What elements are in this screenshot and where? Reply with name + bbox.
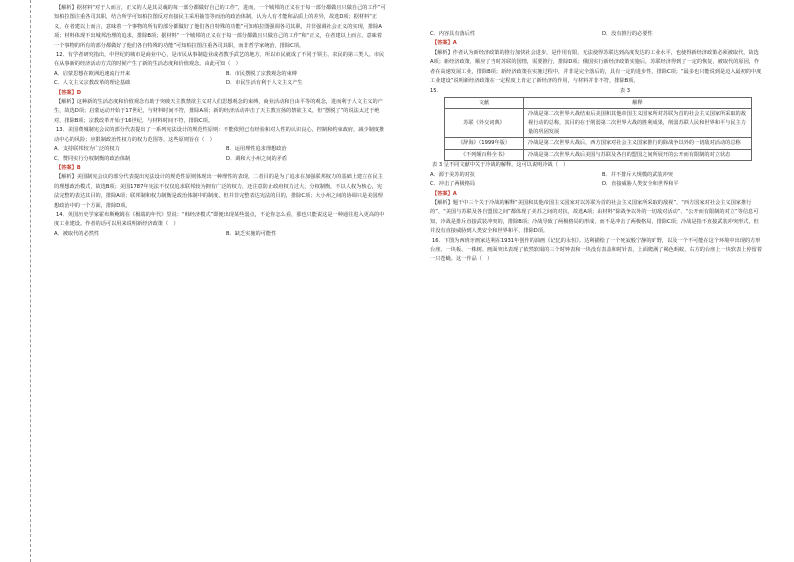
table-cell-explanation: 冷战是第二次世界大战后，西方国家对社会主义国家推行的除战争以外的一切敌对活动的总称 xyxy=(524,138,752,150)
q15-header xyxy=(430,87,630,96)
q15-option-c: C．冲击了两极格局 xyxy=(430,181,476,188)
q13-analysis: 【解析】美国制宪会议的部分代表提出宪法设计的规范性原则体现出一种理性的表现，二者目的是为了追求在加强联邦权力的基础上建立在民主的理想政治模式，故选B项；美国1787年宪法不仅仅追求联邦较为拥有广泛的权力，还注意防止政府权力过大，分权制衡，不以人权为核心，宪法完整的表达其目的，排除A项；联邦制和权力制衡是政治体制中的制度，但并非完整表达宪法的目的，排除C项；大小州之间的协调只是美国理想政治中的一个方面，排除D项。 xyxy=(54,174,383,209)
table-cell-source: 苏联《外交词典》 xyxy=(445,109,524,138)
table-cell-explanation: 冷战是第二次世界大战后美国与苏联及各自的盟国之间所展开的公开而有限制的对立状态 xyxy=(524,149,752,161)
right-column xyxy=(430,30,762,265)
q14-options-cd xyxy=(430,30,762,39)
q15-analysis: 【解析】题干中三个关于冷战的解释“美国和其他帝国主义国家对以苏联为首的社会主义国家所采取的敌视”、“西方国家对社会主义国家推行的”、“美国与苏联及各自盟国之间”都体现了美苏之间的对抗，故选A项；由材料“除战争以外的一切敌对活动”、“公开而有限制的对立”等信息可知，冷战是排斥直接武装冲突的，排除B项；冷战导致了两极格局的形成，而不是冲击了两极格局，排除C项；冷战是指不直接武装冲突形式，但并没有直接威胁到人类安全和世界和平，排除D项。 xyxy=(430,200,759,235)
q15-options xyxy=(430,171,762,190)
q14-option-a: A．被取代的必然性 xyxy=(54,230,100,237)
q13-options xyxy=(54,145,386,164)
table-cell-source: 《辞海》（1999年版） xyxy=(445,138,524,150)
q15-prompt: 表 3 呈不同文献中关于冷战的解释。这可以说明冷战（ ） xyxy=(432,162,569,169)
q15-answer: 【答案】A xyxy=(432,190,457,197)
q13-option-d: D．调和大小州之间的矛盾 xyxy=(226,155,288,162)
source-table xyxy=(444,97,752,162)
left-column xyxy=(54,4,386,239)
q14-option-b: B．缺乏实施的可能性 xyxy=(226,230,277,237)
table-row xyxy=(445,109,752,138)
q13-option-b: B．运用理性追求理想政治 xyxy=(226,146,287,153)
table-cell-source: 《不列颠百科全书》 xyxy=(445,149,524,161)
q15-option-a: A．源于美苏的对抗 xyxy=(430,171,476,178)
table-row xyxy=(445,138,752,150)
q12-analysis: 【解析】这种新的生活态度和价值观念有助于突破天主教禁欲主义对人们思想观念的束缚，商业活动和自由平等的观念，进而利于人文主义的产生，故选D项；启蒙运动开始于17世纪，与材料时间不符，排除A项；新的经济活动冲击了天主教宣扬的禁欲主义，但“摆脱了”的说法太过于绝对，排除B项；宗教改革开始于16世纪，与材料时间不符，排除C项。 xyxy=(54,99,383,124)
q12-option-b: B．市民摆脱了宗教观念的束缚 xyxy=(226,70,297,77)
q13-stem: 13．美国费城制宪会议的部分代表提出了一系列宪法设计的规范性原则：不能依照已有经验和对人性的认识良心，控制和约束政府，减少制度推动中心的风险；应限制政治性权力的权力范围等。这些原则旨在（ ） xyxy=(54,127,385,143)
q12-option-a: A．启蒙思想在欧洲迅速流行开来 xyxy=(54,70,131,77)
table-title: 表 3 xyxy=(619,88,630,95)
q14-answer: 【答案】A xyxy=(432,40,457,47)
q13-option-c: C．赞同实行分权制衡的政治体制 xyxy=(54,155,131,162)
table-row xyxy=(445,149,752,161)
table-header-explanation: 解释 xyxy=(524,97,752,109)
q15-option-b: B．并不排斥大规模的武装冲突 xyxy=(602,171,673,178)
q12-stem: 12．有学者研究指出，中世纪的城市是商业中心，是市民从事制造业或者教手武艺的地方，所以市民就成了不同于领主、农民的第三类人。市民在从事新的经济活动方式的时候产生了新的生活态度和价值观念。由此可知（ ） xyxy=(54,52,385,68)
q15-number: 15． xyxy=(430,88,442,95)
q14-options-ab xyxy=(54,230,386,239)
table-header-row xyxy=(445,97,752,109)
q14-option-c: C．内容具有落后性 xyxy=(430,31,476,37)
q13-option-a: A．支持联邦较为广泛的权力 xyxy=(54,146,120,153)
q12-option-d: D．市民生活有利于人文主义产生 xyxy=(226,80,303,87)
q14-analysis: 【解析】作者认为新经济政策的推行加快社会进步，是作用有限，无法使得苏联达到高度发达的工业水平，也使得新经济政策必须被取代，故选A项；新经济政策，顺应了当时苏联的国情，需要推行，排除D项；俄国实行新经济政策实施后，苏联经济得到了一定的恢复，被取代的原因，作者在高速发展工业，排除B项；新经济政策在实施过程中，并非是完全落后的，具有一定的进步性，排除C项；“最多也只能说到是迈入最初的中度工业建设”说明新经济政策在一定程度上肯定了新经济的作用，与材料并非不符，排除B项。 xyxy=(430,49,762,85)
q14-option-d: D．没有推行的必要性 xyxy=(602,31,653,37)
table-header-source: 文献 xyxy=(445,97,524,109)
q14-stem: 14．英国历史学家霍布斯鲍姆在《极端的年代》里说：“韩经济模式”即便出现某些弱点，不论你怎么看，那也只能说这是一种通往进入更高的中度工业建设。作者的话可以用来说明新经济政策（ ） xyxy=(54,211,385,228)
q12-options xyxy=(54,70,386,89)
q15-option-d: D．直接威胁人类安全和世界和平 xyxy=(602,181,679,188)
q16-stem: 16．下图为西班牙画家达利在1931年创作的油画《记忆的永恒》。达利描绘了一个死寂般宁静的旷野，以及一个不可能在这个环境中出现的方形台座、一块板、一株树。画面突出表现了依然软塌的三个时钟表和一块没有表盖和时针表，上面爬满了褐色蚂蚁，右方的台座上一块软表上停留着一只苍蝇。这一作品（ ） xyxy=(430,237,763,263)
q12-option-c: C．人文主义宗教改革的理论基础 xyxy=(54,80,131,87)
table-cell-explanation: 冷战是第二次世界大战结束后美国和其他帝国主义国家所对苏联为首的社会主义国家所采取的敌视行动的总称，其目的在于削弱第二次世界大战的胜利成果，削弱苏联人民和世界和平与民主力量的巩固发展 xyxy=(524,109,752,138)
q13-answer: 【答案】B xyxy=(56,164,81,171)
q11-analysis: 【解析】据材料“对于人而言，正义的人是其灵魂的每一部分都做好自己的工作”，进而，一个城邦的正义在于每一部分都做且只做自己的工作”可知柏拉图注重各司其职，结合所学可知柏拉图反对直接民主采用抽签等而治的政治体制，认为人有才能和品质上的差异，故选D项；据材料“正义，在者建以上而言，意味着一个事物的所有的部分都做好了他们各自特殊的功能”可知柏拉图强调各司其职，并非强调社会正义的实现，排除A项；材料体现不出城邦治理的追求，排除B项；据材料“一个城邦的正义在于每一部分都做且只做自己的工作”和“正义，在者建以上而言，意味着一个事物的所有的部分都做好了他们各自特殊的功能”可知柏拉图注重各司其职，而非哲学家统治，排除C项。 xyxy=(54,5,386,49)
binding-margin-line xyxy=(30,0,31,562)
q12-answer: 【答案】D xyxy=(56,89,82,96)
